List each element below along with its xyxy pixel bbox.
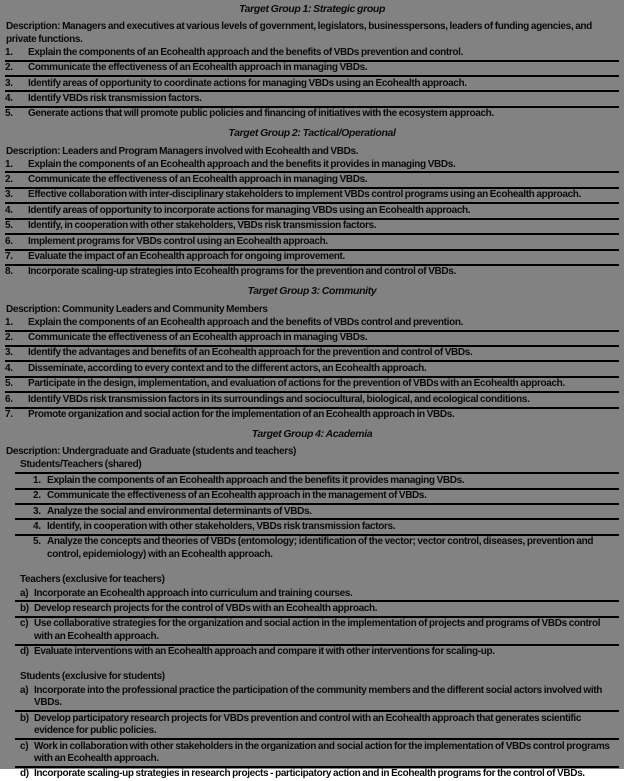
objective-text: Analyze the social and environmental determinants of VBDs. xyxy=(47,505,312,517)
objective-row xyxy=(15,712,619,740)
objective-text: Identify the advantages and benefits of an Ecohealth approach for the prevention and control of VBDs. xyxy=(28,347,473,359)
objective-row xyxy=(5,362,619,377)
objective-row xyxy=(15,520,619,535)
objective-row xyxy=(5,189,619,204)
objective-text: Communicate the effectiveness of an Ecohealth approach in managing VBDs. xyxy=(28,332,368,344)
objective-marker: 4. xyxy=(5,362,13,374)
block-subheader: Students/Teachers (shared) xyxy=(15,459,619,474)
section-description: Description: Community Leaders and Community Members xyxy=(6,303,268,315)
objective-marker: 2. xyxy=(5,332,13,344)
objective-text: Evaluate the impact of an Ecohealth approach for ongoing improvement. xyxy=(28,251,345,262)
objective-row xyxy=(5,220,619,235)
objective-text: Incorporate scaling-up strategies in research projects - participatory action and in Ecohealth programs for the control of VBDs. xyxy=(34,768,585,780)
objective-row xyxy=(5,393,619,408)
objective-marker: 4. xyxy=(5,92,13,104)
objective-row xyxy=(5,409,619,422)
objective-row xyxy=(15,740,619,768)
target-group-section-4 xyxy=(5,428,619,781)
objective-marker: 3. xyxy=(5,347,13,359)
objective-row xyxy=(5,332,619,347)
objective-marker: 3. xyxy=(5,189,13,201)
objective-marker: a) xyxy=(20,587,29,599)
objectives-block xyxy=(5,158,619,279)
block-subheader: Students (exclusive for students) xyxy=(20,671,165,683)
objective-text: Analyze the concepts and theories of VBDs (entomology; identification of the vector; vector control, diseases, prevention and control, epidemiology) with an Ecohealth approach. xyxy=(47,536,594,560)
objective-text: Incorporate into the professional practice the participation of the community members and the different social actors involved with VBDs. xyxy=(34,684,602,709)
objective-row xyxy=(15,490,619,505)
section-description: Description: Managers and executives at various levels of government, legislators, businesspersons, leaders of funding agencies, and private functions. xyxy=(6,21,592,45)
objective-row xyxy=(15,587,619,602)
objective-marker: 2. xyxy=(5,62,13,74)
objective-row xyxy=(15,684,619,712)
objective-text: Identify areas of opportunity to incorporate actions for managing VBDs using an Ecohealth approach. xyxy=(28,204,471,216)
objective-marker: b) xyxy=(20,602,29,614)
objective-marker: 7. xyxy=(5,251,13,262)
objective-row xyxy=(5,266,619,279)
objective-marker: d) xyxy=(20,768,29,780)
objective-text: Explain the components of an Ecohealth approach and the benefits it provides managing VBDs. xyxy=(47,474,465,486)
objective-text: Participate in the design, implementation, and evaluation of actions for the prevention of VBDs with an Ecohealth approach. xyxy=(28,378,565,390)
objective-text: Explain the components of an Ecohealth approach and the benefits of VBDs control and prevention. xyxy=(28,316,464,328)
objective-text: Communicate the effectiveness of an Ecohealth approach in the management of VBDs. xyxy=(47,490,427,502)
objective-text: Evaluate interventions with an Ecohealth approach and compare it with other interventions for scaling-up. xyxy=(34,646,495,658)
objective-text: Incorporate scaling-up strategies into Ecohealth programs for the prevention and control of VBDs. xyxy=(28,266,456,278)
objective-row xyxy=(5,108,619,121)
block-subheader: Teachers (exclusive for teachers) xyxy=(20,573,165,585)
objective-marker: 3. xyxy=(33,505,41,517)
objective-row xyxy=(5,173,619,188)
objective-text: Identify, in cooperation with other stakeholders, VBDs risk transmission factors. xyxy=(28,220,377,232)
objective-text: Explain the components of an Ecohealth approach and the benefits it provides in managing VBDs. xyxy=(28,158,456,170)
objective-text: Work in collaboration with other stakeholders in the organization and social action for the implementation of VBDs control programs with an Ecohealth approach. xyxy=(34,740,610,764)
section-description: Description: Leaders and Program Managers involved with Ecohealth and VBDs. xyxy=(6,145,359,157)
objective-text: Explain the components of an Ecohealth approach and the benefits of VBDs prevention and control. xyxy=(28,46,464,58)
objective-row xyxy=(15,618,619,646)
objective-row xyxy=(15,646,619,659)
objective-text: Identify VBDs risk transmission factors. xyxy=(28,92,202,104)
objective-row xyxy=(15,768,619,781)
objectives-block xyxy=(15,459,619,562)
objective-row xyxy=(15,536,619,562)
objective-marker: 1. xyxy=(5,158,13,170)
target-group-section-2 xyxy=(5,127,619,279)
objective-marker: 5. xyxy=(5,220,13,232)
objective-text: Effective collaboration with inter-disciplinary stakeholders to implement VBDs control programs using an Ecohealth approach. xyxy=(28,189,581,201)
objective-text: Develop research projects for the control of VBDs with an Ecohealth approach. xyxy=(34,602,378,614)
objective-row xyxy=(5,62,619,77)
objective-marker: 2. xyxy=(33,490,41,502)
objective-text: Identify areas of opportunity to coordinate actions for managing VBDs using an Ecohealth approach. xyxy=(28,77,467,89)
objective-row xyxy=(5,77,619,92)
objective-text: Promote organization and social action for the implementation of an Ecohealth approach in VBDs. xyxy=(28,409,455,421)
objective-marker: 6. xyxy=(5,235,13,247)
section-title: Target Group 2: Tactical/Operational xyxy=(228,127,396,140)
objectives-block xyxy=(5,46,619,121)
objective-marker: 5. xyxy=(5,108,13,120)
objective-text: Implement programs for VBDs control using an Ecohealth approach. xyxy=(28,235,328,247)
objective-text: Develop participatory research projects for VBDs prevention and control with an Ecohealth approach that generates scientific evidence for public policies. xyxy=(34,712,582,737)
objective-text: Identify, in cooperation with other stakeholders, VBDs risk transmission factors. xyxy=(47,520,396,532)
objective-marker: c) xyxy=(20,740,29,752)
target-group-section-1 xyxy=(5,3,619,121)
section-title: Target Group 1: Strategic group xyxy=(238,3,386,15)
objective-marker: c) xyxy=(20,618,29,630)
objective-row xyxy=(5,347,619,362)
objective-text: Communicate the effectiveness of an Ecohealth approach in managing VBDs. xyxy=(28,173,368,185)
section-title: Target Group 3: Community xyxy=(247,285,377,298)
objective-row xyxy=(15,602,619,617)
objective-row xyxy=(5,251,619,266)
objective-marker: 3. xyxy=(5,77,13,89)
objective-marker: b) xyxy=(20,712,29,724)
objective-marker: 1. xyxy=(5,316,13,328)
objective-row xyxy=(15,505,619,520)
section-description: Description: Undergraduate and Graduate (students and teachers) xyxy=(6,446,297,458)
objective-text: Disseminate, according to every context and to the different actors, an Ecohealth approach. xyxy=(28,362,427,374)
objectives-block xyxy=(15,574,619,659)
objective-row xyxy=(5,92,619,107)
objective-marker: 2. xyxy=(5,173,13,185)
target-group-section-3 xyxy=(5,285,619,422)
objective-row xyxy=(5,378,619,393)
objective-marker: a) xyxy=(20,684,29,696)
objective-row xyxy=(5,204,619,219)
objective-row xyxy=(5,316,619,331)
objective-row xyxy=(15,474,619,489)
objective-text: Communicate the effectiveness of an Ecohealth approach in managing VBDs. xyxy=(28,62,368,74)
objective-marker: 4. xyxy=(5,204,13,216)
objective-marker: 4. xyxy=(33,520,41,532)
objective-text: Use collaborative strategies for the organization and social action in the implementation of projects and programs of VBDs control with an Ecohealth approach. xyxy=(34,618,601,642)
objectives-block xyxy=(15,671,619,781)
objective-marker: 5. xyxy=(5,378,13,390)
objective-text: Generate actions that will promote public policies and financing of initiatives with the ecosystem approach. xyxy=(28,108,494,120)
objective-marker: 6. xyxy=(5,393,13,405)
objective-marker: d) xyxy=(20,646,29,658)
objective-row xyxy=(5,235,619,250)
objective-marker: 8. xyxy=(5,266,13,278)
objective-row xyxy=(5,158,619,173)
objective-text: Identify VBDs risk transmission factors in its surroundings and sociocultural, biological, and ecological conditions. xyxy=(28,393,530,405)
objective-marker: 1. xyxy=(33,474,41,486)
objective-marker: 5. xyxy=(33,536,41,548)
target-groups-table xyxy=(5,3,619,781)
objective-marker: 1. xyxy=(5,46,13,58)
objectives-block xyxy=(5,316,619,422)
objective-row xyxy=(5,46,619,61)
objective-text: Incorporate an Ecohealth approach into curriculum and training courses. xyxy=(34,587,353,599)
section-title: Target Group 4: Academia xyxy=(251,427,373,440)
objective-marker: 7. xyxy=(5,409,13,421)
